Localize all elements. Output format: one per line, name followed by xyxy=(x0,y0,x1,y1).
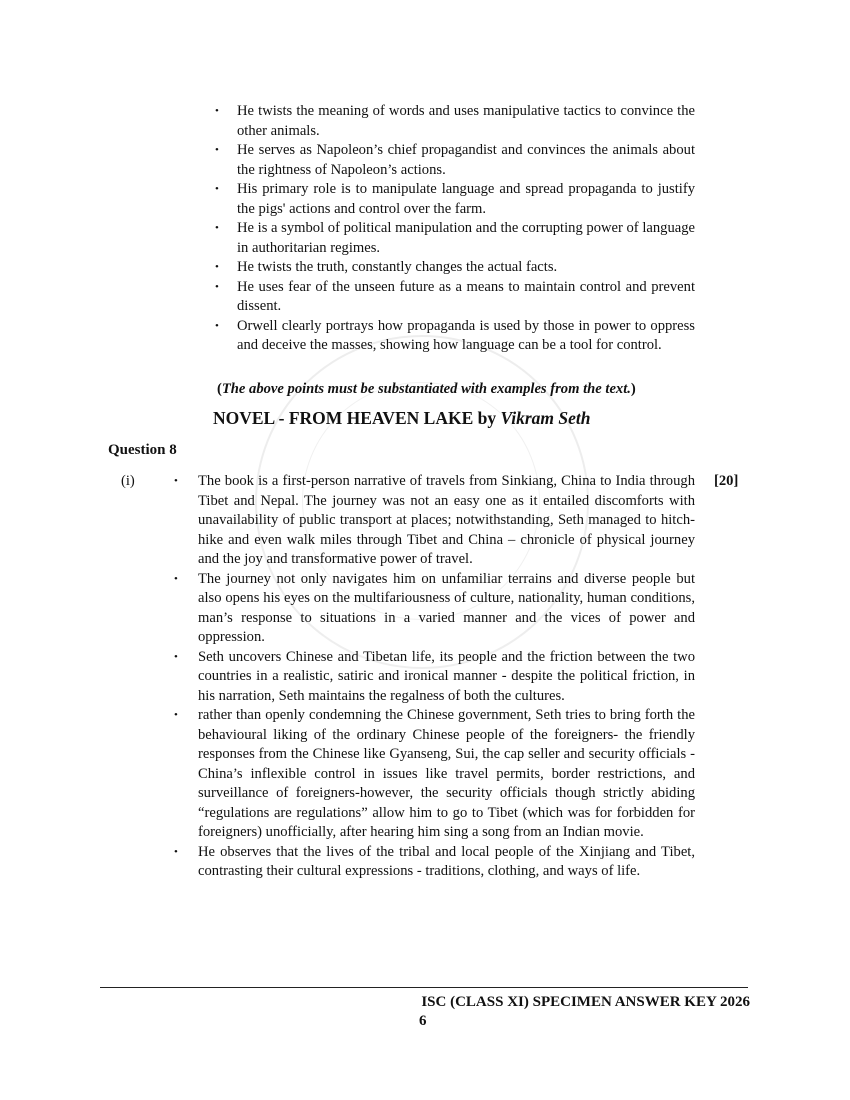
bullet-icon: • xyxy=(174,709,178,721)
bullet-icon: • xyxy=(215,144,219,156)
footer-divider xyxy=(100,987,748,988)
bullet-icon: • xyxy=(174,845,178,858)
substantiation-note: (The above points must be substantiated with examples from the text.) xyxy=(217,381,636,397)
list-item: • The book is a first-person narrative of travels from Sinkiang, China to India through Tibet and Nepal. The journey was not an easy one as it entailed discomforts with unavailability of public transport at places; notwithstanding, Seth managed to hitch-hike and even walk miles through Tibet and China – chronicle of physical journey and the joy and transformative power of travel. xyxy=(174,473,695,567)
list-item: • The journey not only navigates him on unfamiliar terrains and diverse people but also opens his eyes on the multifariousness of culture, nationality, human conditions, man’s response to situations in a varied manner and the vices of power and oppression. xyxy=(174,570,695,645)
footer-title: ISC (CLASS XI) SPECIMEN ANSWER KEY 2026 xyxy=(421,994,750,1010)
list-item: • Seth uncovers Chinese and Tibetan life, its people and the friction between the two countries in a realistic, satiric and ironical manner - despite the political friction, in his narration, Seth maintains the regalness of both the cultures. xyxy=(174,648,695,704)
marks-label: [20] xyxy=(714,473,739,489)
list-item: • He uses fear of the unseen future as a means to maintain control and prevent dissent. xyxy=(215,278,695,314)
bullet-icon: • xyxy=(215,280,219,293)
squealer-points-list xyxy=(215,102,695,356)
bullet-icon: • xyxy=(215,319,219,332)
list-item: • He serves as Napoleon’s chief propagandist and convinces the animals about the rightness of Napoleon’s actions. xyxy=(215,142,695,178)
bullet-icon: • xyxy=(215,222,219,234)
list-item: • His primary role is to manipulate language and spread propaganda to justify the pigs' actions and control over the farm. xyxy=(215,181,695,217)
page-number: 6 xyxy=(419,1013,427,1029)
list-item: • He is a symbol of political manipulation and the corrupting power of language in authoritarian regimes. xyxy=(215,220,695,256)
list-item: • rather than openly condemning the Chinese government, Seth tries to bring forth the behavioural liking of the ordinary Chinese people of the foreigners- the friendly responses from the Chinese like Gyanseng, Sui, the cap seller and security officials - China’s inflexible control in issues like travel permits, border restrictions, and surveillance of foreigners-however, the security officials though strictly abiding “regulations are regulations” allow him to go to Tibet (which was for forbidden for foreigners) unofficially, after hearing him sing a song from an Indian movie. xyxy=(174,707,695,840)
bullet-icon: • xyxy=(174,572,178,585)
list-item: • Orwell clearly portrays how propaganda is used by those in power to oppress and deceive the masses, showing how language can be a tool for control. xyxy=(215,317,695,353)
sub-question-label: (i) xyxy=(121,473,135,489)
list-item: • He twists the truth, constantly changes the actual facts. xyxy=(237,258,695,278)
bullet-icon: • xyxy=(174,650,178,663)
list-item: • He twists the meaning of words and uses manipulative tactics to convince the other animals. xyxy=(215,103,695,139)
bullet-icon: • xyxy=(215,183,219,195)
bullet-icon: • xyxy=(174,475,178,487)
novel-points-list xyxy=(174,472,695,882)
author-name: Vikram Seth xyxy=(500,408,591,428)
question-label: Question 8 xyxy=(108,442,177,458)
section-heading: NOVEL - FROM HEAVEN LAKE by Vikram Seth xyxy=(213,408,591,428)
bullet-icon: • xyxy=(215,261,219,273)
list-item: • He observes that the lives of the tribal and local people of the Xinjiang and Tibet, contrasting their cultural expressions - traditions, clothing, and ways of life. xyxy=(174,843,695,879)
bullet-icon: • xyxy=(215,105,219,117)
